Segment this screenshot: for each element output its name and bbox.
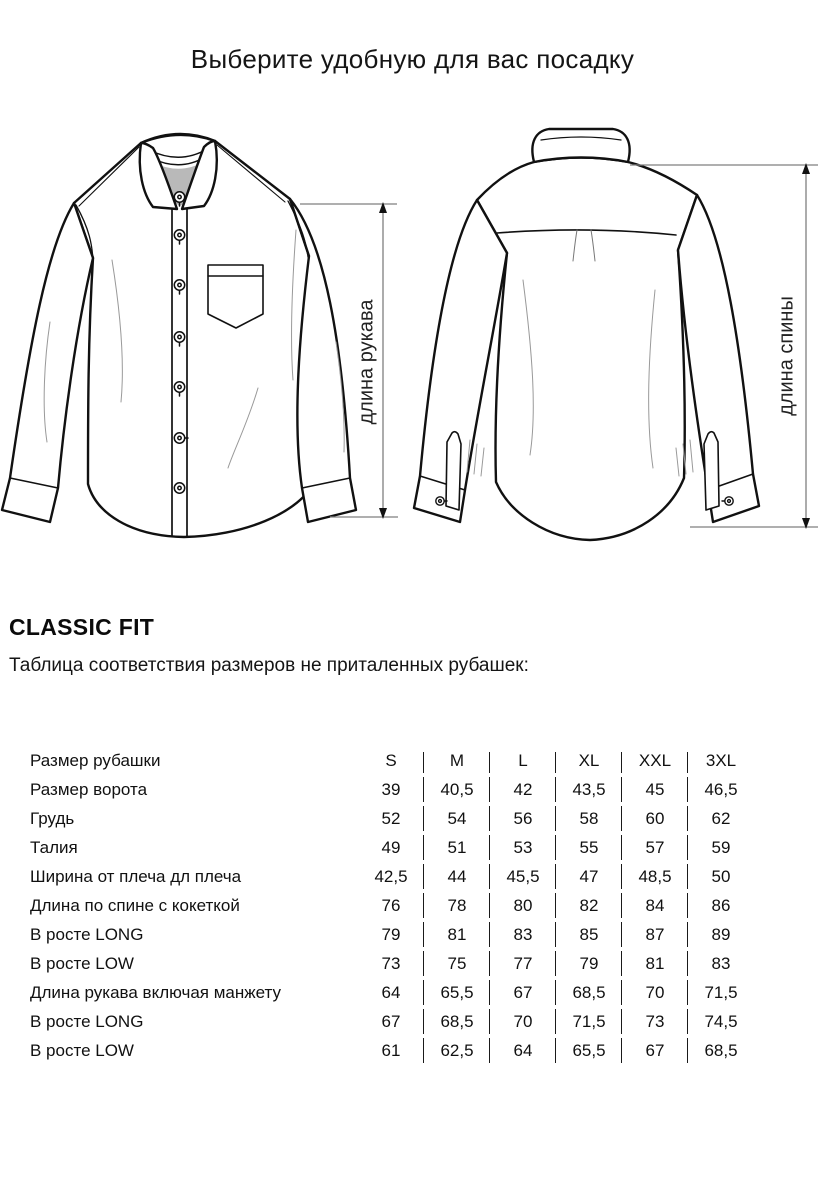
- size-value-cell: 79: [358, 920, 424, 949]
- back-shirt-drawing: [414, 129, 759, 540]
- size-value-cell: 50: [711, 867, 731, 886]
- sleeve-length-label: длина рукава: [355, 299, 378, 425]
- table-row: [30, 920, 756, 949]
- row-label: Талия: [30, 837, 78, 857]
- size-header-cell: XXL: [622, 746, 688, 775]
- row-label: В росте LOW: [30, 1040, 134, 1060]
- table-header-label: Размер рубашки: [30, 750, 161, 770]
- size-value-cell: 64: [358, 978, 424, 1007]
- size-value-cell: 53: [490, 833, 556, 862]
- size-value-cell: 49: [358, 833, 424, 862]
- back-length-label: длина спины: [775, 296, 798, 416]
- size-value-cell: 77: [490, 949, 556, 978]
- size-value-cell: 44: [424, 862, 490, 891]
- row-label: Размер ворота: [30, 779, 148, 799]
- table-row: [30, 775, 756, 804]
- size-value-cell: 67: [622, 1036, 688, 1065]
- size-value-cell: 79: [556, 949, 622, 978]
- row-label: Ширина от плеча дл плеча: [30, 866, 242, 886]
- size-header-cell: 3XL: [705, 751, 737, 770]
- size-value-cell: 75: [424, 949, 490, 978]
- size-value-cell: 43,5: [556, 775, 622, 804]
- size-value-cell: 62: [711, 809, 731, 828]
- size-value-cell: 58: [556, 804, 622, 833]
- table-row: [30, 1007, 756, 1036]
- table-row: [30, 891, 756, 920]
- size-value-cell: 73: [358, 949, 424, 978]
- size-value-cell: 52: [358, 804, 424, 833]
- table-row: [30, 833, 756, 862]
- shirt-technical-drawing: [0, 110, 825, 590]
- size-value-cell: 42,5: [358, 862, 424, 891]
- size-value-cell: 62,5: [424, 1036, 490, 1065]
- table-row: [30, 1036, 756, 1065]
- back-right-sleeve-placket: [704, 432, 719, 510]
- back-collar: [532, 129, 629, 162]
- size-value-cell: 78: [424, 891, 490, 920]
- size-value-cell: 85: [556, 920, 622, 949]
- size-value-cell: 68,5: [704, 1041, 738, 1060]
- size-value-cell: 81: [424, 920, 490, 949]
- size-value-cell: 45,5: [490, 862, 556, 891]
- front-shirt-drawing: [2, 134, 356, 537]
- size-value-cell: 81: [622, 949, 688, 978]
- page-title: Выберите удобную для вас посадку: [190, 44, 635, 74]
- back-body: [477, 158, 697, 541]
- size-value-cell: 64: [490, 1036, 556, 1065]
- size-value-cell: 39: [358, 775, 424, 804]
- size-value-cell: 68,5: [424, 1007, 490, 1036]
- row-label: В росте LONG: [30, 924, 144, 944]
- size-value-cell: 82: [556, 891, 622, 920]
- size-header-cell: M: [424, 746, 490, 775]
- front-left-sleeve: [2, 203, 93, 522]
- size-value-cell: 47: [556, 862, 622, 891]
- size-value-cell: 89: [711, 925, 731, 944]
- size-value-cell: 61: [358, 1036, 424, 1065]
- size-value-cell: 48,5: [622, 862, 688, 891]
- table-row: [30, 978, 756, 1007]
- fit-heading: CLASSIC FIT: [9, 614, 155, 640]
- size-value-cell: 51: [424, 833, 490, 862]
- row-label: В росте LONG: [30, 1011, 144, 1031]
- size-table: [30, 746, 756, 1065]
- size-value-cell: 46,5: [704, 780, 738, 799]
- shirt-diagrams: [0, 110, 825, 590]
- size-value-cell: 60: [622, 804, 688, 833]
- table-row: [30, 949, 756, 978]
- size-value-cell: 45: [622, 775, 688, 804]
- size-value-cell: 84: [622, 891, 688, 920]
- row-label: Грудь: [30, 808, 75, 828]
- size-value-cell: 83: [490, 920, 556, 949]
- size-value-cell: 55: [556, 833, 622, 862]
- size-value-cell: 80: [490, 891, 556, 920]
- size-value-cell: 65,5: [424, 978, 490, 1007]
- size-value-cell: 67: [490, 978, 556, 1007]
- front-pocket: [208, 265, 263, 328]
- size-value-cell: 87: [622, 920, 688, 949]
- size-value-cell: 56: [490, 804, 556, 833]
- size-header-cell: S: [358, 746, 424, 775]
- size-value-cell: 54: [424, 804, 490, 833]
- size-value-cell: 73: [622, 1007, 688, 1036]
- size-header-cell: L: [490, 746, 556, 775]
- size-value-cell: 71,5: [556, 1007, 622, 1036]
- row-label: В росте LOW: [30, 953, 134, 973]
- size-value-cell: 70: [622, 978, 688, 1007]
- size-value-cell: 83: [711, 954, 731, 973]
- table-caption: Таблица соответствия размеров не приталенных рубашек:: [9, 655, 529, 676]
- size-value-cell: 76: [358, 891, 424, 920]
- size-value-cell: 86: [711, 896, 731, 915]
- row-label: Длина рукава включая манжету: [30, 982, 282, 1002]
- back-left-sleeve-placket: [446, 432, 461, 510]
- size-value-cell: 42: [490, 775, 556, 804]
- size-value-cell: 67: [358, 1007, 424, 1036]
- size-value-cell: 40,5: [424, 775, 490, 804]
- size-value-cell: 57: [622, 833, 688, 862]
- size-value-cell: 68,5: [556, 978, 622, 1007]
- size-header-cell: XL: [556, 746, 622, 775]
- table-header-row: [30, 746, 756, 775]
- table-row: [30, 862, 756, 891]
- size-value-cell: 70: [490, 1007, 556, 1036]
- size-value-cell: 59: [711, 838, 731, 857]
- size-value-cell: 71,5: [704, 983, 738, 1002]
- row-label: Длина по спине с кокеткой: [30, 895, 240, 915]
- size-value-cell: 74,5: [704, 1012, 738, 1031]
- size-value-cell: 65,5: [556, 1036, 622, 1065]
- table-row: [30, 804, 756, 833]
